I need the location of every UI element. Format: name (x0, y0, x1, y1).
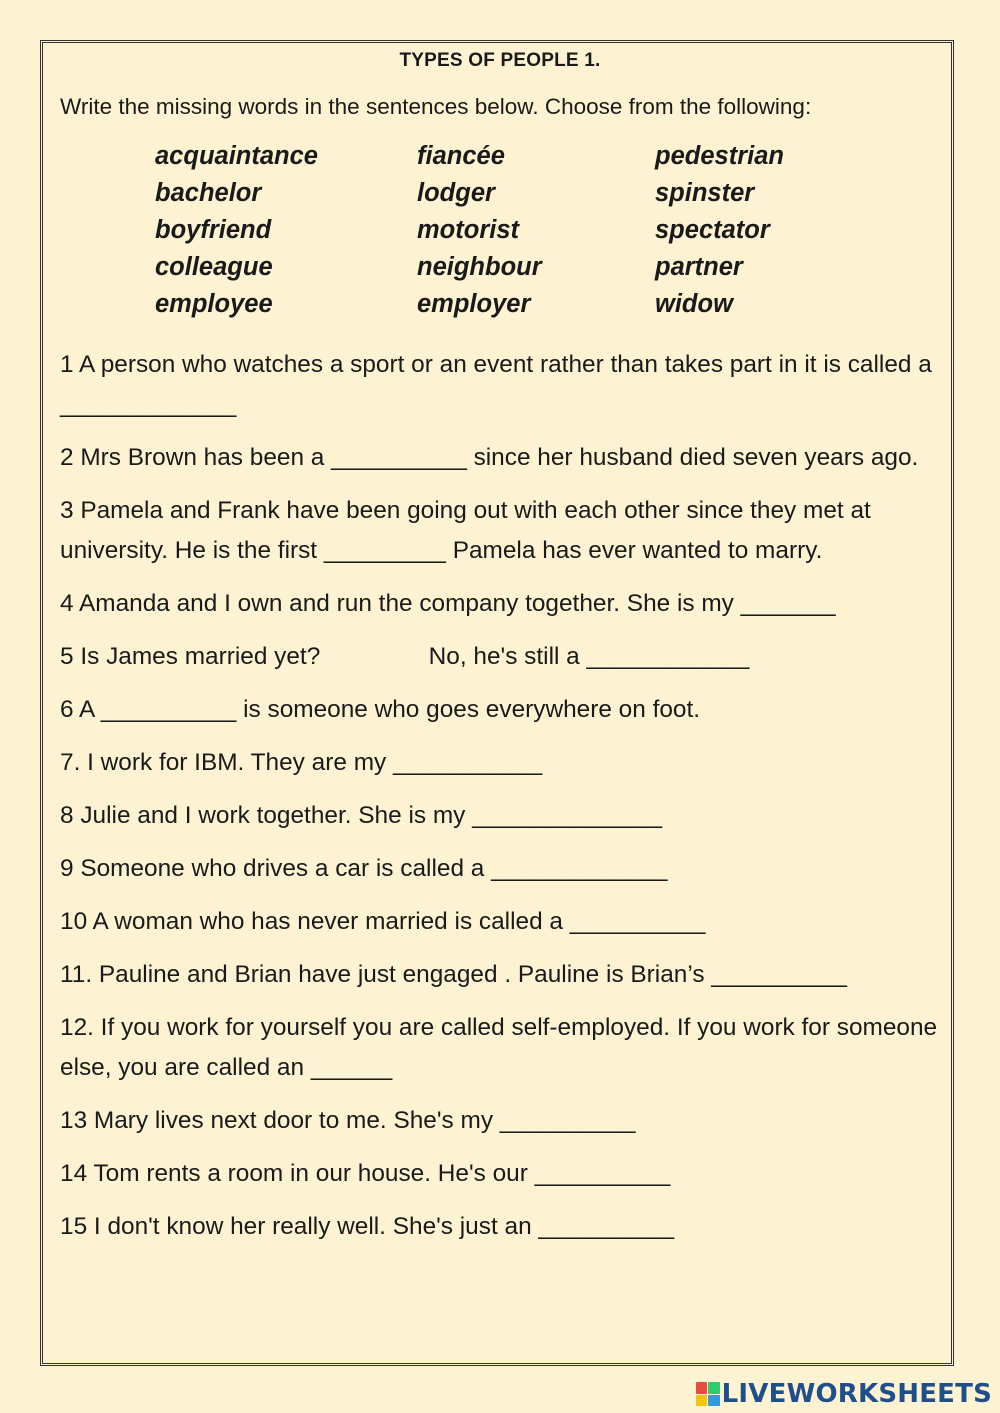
word-bank-item: motorist (417, 216, 519, 244)
question-11[interactable]: 11. Pauline and Brian have just engaged . Pauline is Brian’s __________ (60, 961, 847, 988)
logo-square (696, 1382, 708, 1394)
question-list (60, 345, 952, 1260)
word-bank-item: colleague (155, 253, 273, 281)
word-bank-item: pedestrian (655, 142, 784, 170)
question-9[interactable]: 9 Someone who drives a car is called a _____________ (60, 855, 668, 882)
word-bank-item: bachelor (155, 179, 262, 207)
word-bank-item: fiancée (417, 142, 505, 170)
question-4[interactable]: 4 Amanda and I own and run the company together. She is my _______ (60, 590, 836, 617)
question-7[interactable]: 7. I work for IBM. They are my ___________ (60, 749, 543, 776)
question-3[interactable]: 3 Pamela and Frank have been going out with each other since they met at university. He is the first _________ Pamela has ever wanted to marry. (60, 497, 871, 564)
logo-text: LIVEWORKSHEETS (721, 1379, 992, 1409)
instructions-text: Write the missing words in the sentences below. Choose from the following: (60, 94, 812, 119)
question-13[interactable]: 13 Mary lives next door to me. She's my __________ (60, 1107, 636, 1134)
word-bank (155, 142, 855, 332)
question-12[interactable]: 12. If you work for yourself you are called self-employed. If you work for someone else, you are called an ______ (60, 1014, 938, 1081)
worksheet-title: TYPES OF PEOPLE 1. (399, 50, 601, 71)
word-bank-item: employer (417, 290, 531, 318)
word-bank-item: acquaintance (155, 142, 318, 170)
logo-square (696, 1395, 708, 1407)
word-bank-item: employee (155, 290, 273, 318)
word-bank-item: spinster (655, 179, 755, 207)
question-5[interactable]: 5 Is James married yet? No, he's still a ____________ (60, 643, 750, 670)
word-bank-item: lodger (417, 179, 495, 207)
logo-icon (696, 1382, 720, 1406)
question-10[interactable]: 10 A woman who has never married is called a __________ (60, 908, 706, 935)
question-1[interactable]: 1 A person who watches a sport or an event rather than takes part in it is called a _____________ (60, 351, 932, 418)
question-6[interactable]: 6 A __________ is someone who goes everywhere on foot. (60, 696, 701, 723)
word-bank-item: widow (655, 290, 733, 318)
question-8[interactable]: 8 Julie and I work together. She is my ______________ (60, 802, 663, 829)
liveworksheets-logo (696, 1379, 992, 1409)
logo-square (708, 1382, 720, 1394)
question-2[interactable]: 2 Mrs Brown has been a __________ since her husband died seven years ago. (60, 444, 919, 471)
logo-square (708, 1395, 720, 1407)
question-15[interactable]: 15 I don't know her really well. She's just an __________ (60, 1213, 675, 1240)
word-bank-item: neighbour (417, 253, 542, 281)
word-bank-item: partner (655, 253, 743, 281)
question-14[interactable]: 14 Tom rents a room in our house. He's our __________ (60, 1160, 671, 1187)
word-bank-item: boyfriend (155, 216, 272, 244)
word-bank-item: spectator (655, 216, 770, 244)
